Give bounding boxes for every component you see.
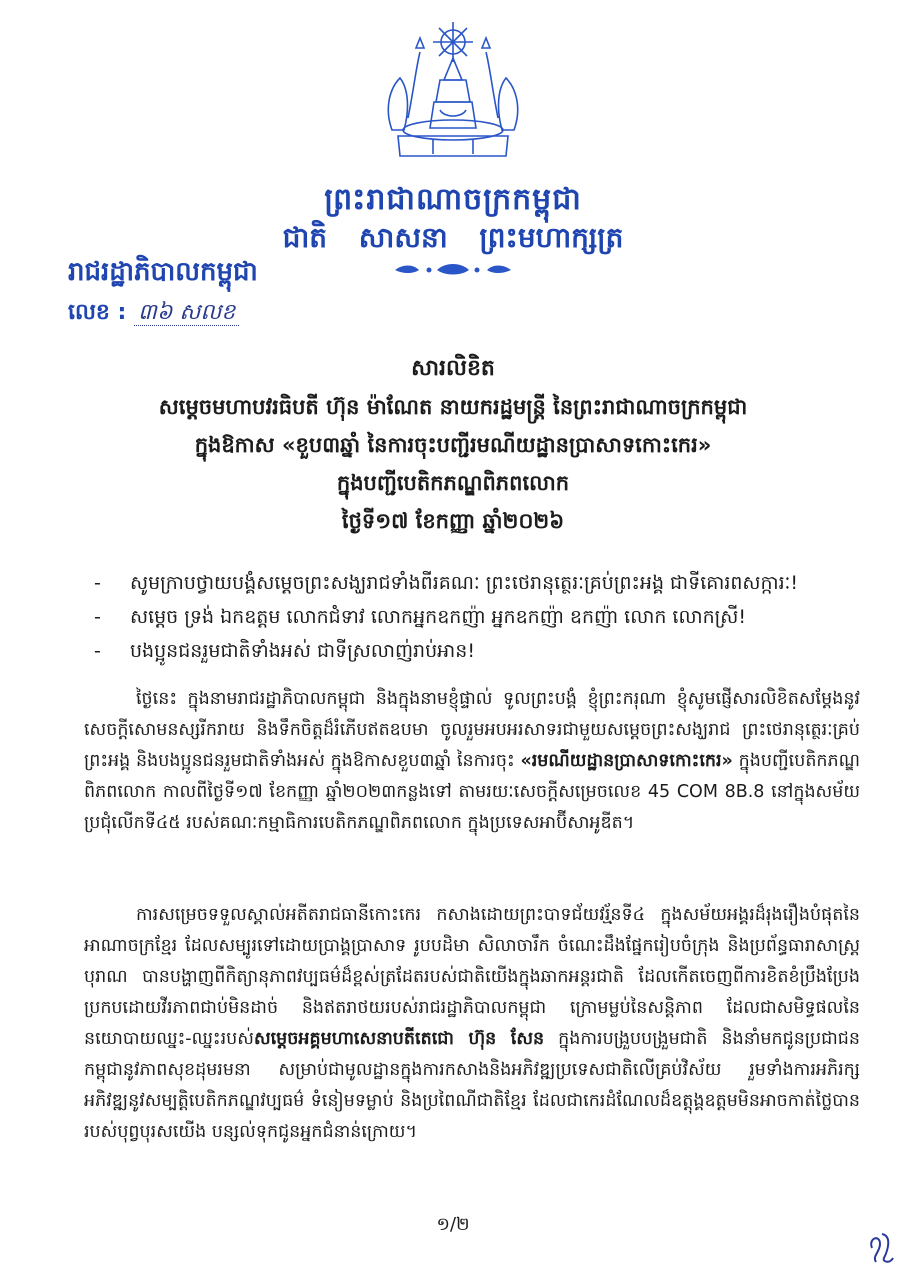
salutation-text: សម្ដេច ទ្រង់ ឯកឧត្តម លោកជំទាវ លោកអ្នកឧកញ៉ា អ្នកឧកញ៉ា ឧកញ៉ា លោក លោកស្រី! <box>130 606 747 628</box>
title-line-sender: សម្ដេចមហាបវរធិបតី ហ៊ុន ម៉ាណែត នាយករដ្ឋមន្ត្រី នៃព្រះរាជាណាចក្រកម្ពុជា <box>158 395 748 419</box>
reference-label: លេខ : <box>68 300 127 325</box>
title-line-occasion: ក្នុងឱកាស «ខួប៣ឆ្នាំ នៃការចុះបញ្ជីរមណីយដ្ឋានប្រាសាទកោះកេរ» <box>194 433 712 457</box>
royal-emblem-icon <box>378 18 528 168</box>
body-paragraph-2: ការសម្រេចទទួលស្គាល់អតីតរាជធានីកោះកេរ កសាងដោយព្រះបាទជ័យវរ្ម័នទី៤ ក្នុងសម័យអង្គរដ៏រុងរឿងបំផុតនៃអាណាចក្រខ្មែរ ដែលសម្បូរទៅដោយប្រាង្គប្រាសាទ រូបបដិមា សិលាចារឹក ចំណេះដឹងផ្នែករៀបចំក្រុង និងប្រព័ន្ធធារាសាស្ត្របុរាណ បានបង្ហាញពីកិត្យានុភាពវប្បធម៌ដ៏ខ្ពស់ត្រដែតរបស់ជាតិយើងក្នុងឆាកអន្តរជាតិ ដែលកើតចេញពីការខិតខំប្រឹងប្រែងប្រកបដោយវីរភាពជាប់មិនដាច់ និងឥតរាថយរបស់រាជរដ្ឋាភិបាលកម្ពុជា ក្រោមម្លប់នៃសន្តិភាព ដែលជាសមិទ្ធផលនៃនយោបាយឈ្នះ-ឈ្នះរបស់សម្ដេចអគ្គមហាសេនាបតីតេជោ ហ៊ុន សែន ក្នុងការបង្រួបបង្រួមជាតិ និងនាំមកជូនប្រជាជនកម្ពុជានូវភាពសុខដុមរមនា សម្រាប់ជាមូលដ្ឋានក្នុងការកសាងនិងអភិវឌ្ឍប្រទេសជាតិលើគ្រប់វិស័យ រួមទាំងការអភិរក្ស អភិវឌ្ឍនូវសម្បត្តិបេតិកភណ្ឌវប្បធម៌ ទំនៀមទម្លាប់ និងប្រពៃណីជាតិខ្មែរ ដែលជាកេរដំណែលដ៏ឧត្តុង្គឧត្តមមិនអាចកាត់ថ្លៃបានរបស់បុព្វបុរសយើង បន្សល់ទុកជូនអ្នកជំនាន់ក្រោយ។ <box>84 905 861 1142</box>
handwritten-initial-icon <box>866 1228 896 1266</box>
national-motto: ជាតិ សាសនា ព្រះមហាក្សត្រ <box>282 221 624 254</box>
salutation-item: - បងប្អូនជនរួមជាតិទាំងអស់ ជាទីស្រលាញ់រាប់អាន! <box>94 634 854 668</box>
salutation-item: - សូមក្រាបថ្វាយបង្គំសម្ដេចព្រះសង្ឃរាជទាំងពីរគណៈ ព្រះថេរានុត្ថេរៈគ្រប់ព្រះអង្គ ជាទីគោរពសក្ការៈ! <box>94 566 854 600</box>
document-title-block <box>0 350 906 540</box>
page-number: ១/២ <box>436 1214 470 1235</box>
salutation-list <box>94 566 854 668</box>
site-name-highlight: «រមណីយដ្ឋានប្រាសាទកោះកេរ» <box>520 751 733 771</box>
reference-number-line <box>68 298 239 330</box>
salutation-text: សូមក្រាបថ្វាយបង្គំសម្ដេចព្រះសង្ឃរាជទាំងពីរគណៈ ព្រះថេរានុត្ថេរៈគ្រប់ព្រះអង្គ ជាទីគោរពសក្ការៈ! <box>130 572 799 594</box>
document-type-title: សារលិខិត <box>411 356 495 381</box>
body-paragraph-1: ថ្ងៃនេះ ក្នុងនាមរាជរដ្ឋាភិបាលកម្ពុជា និងក្នុងនាមខ្ញុំផ្ទាល់ ទូលព្រះបង្គំ ខ្ញុំព្រះករុណា ខ្ញុំសូមផ្ញើសារលិខិតសម្ដែងនូវសេចក្ដីសោមនស្សរីករាយ និងទឹកចិត្តដ៏រំភើបឥតឧបមា ចូលរួមអបអរសាទរជាមួយសម្ដេចព្រះសង្ឃរាជ ព្រះថេរានុត្ថេរៈគ្រប់ព្រះអង្គ និងបងប្អូនជនរួមជាតិទាំងអស់ ក្នុងឱកាសខួប៣ឆ្នាំ នៃការចុះ «រមណីយដ្ឋានប្រាសាទកោះកេរ» ក្នុងបញ្ជីបេតិកភណ្ឌពិភពលោក កាលពីថ្ងៃទី១៧ ខែកញ្ញា ឆ្នាំ២០២៣កន្លងទៅ តាមរយៈសេចក្ដីសម្រេចលេខ 45 COM 8B.8 នៅក្នុងសម័យប្រជុំលើកទី៤៥ របស់គណៈកម្មាធិការបេតិកភណ្ឌពិភពលោក ក្នុងប្រទេសអាប៊ីសាអូឌីត។ <box>84 689 861 833</box>
issuing-government: រាជរដ្ឋាភិបាលកម្ពុជា <box>68 257 258 287</box>
title-line-date: ថ្ងៃទី១៧ ខែកញ្ញា ឆ្នាំ២០២៦ <box>341 509 565 533</box>
title-line-list: ក្នុងបញ្ជីបេតិកភណ្ឌពិភពលោក <box>336 471 570 495</box>
ornament-divider-icon <box>393 262 513 276</box>
kingdom-name: ព្រះរាជាណាចក្រកម្ពុជា <box>324 182 582 217</box>
salutation-item: - សម្ដេច ទ្រង់ ឯកឧត្តម លោកជំទាវ លោកអ្នកឧកញ៉ា អ្នកឧកញ៉ា ឧកញ៉ា លោក លោកស្រី! <box>94 600 854 634</box>
salutation-text: បងប្អូនជនរួមជាតិទាំងអស់ ជាទីស្រលាញ់រាប់អាន! <box>130 640 475 662</box>
person-name-highlight: សម្ដេចអគ្គមហាសេនាបតីតេជោ ហ៊ុន សែន <box>253 1029 545 1049</box>
reference-number: ៣៦ សលខ <box>134 300 239 326</box>
